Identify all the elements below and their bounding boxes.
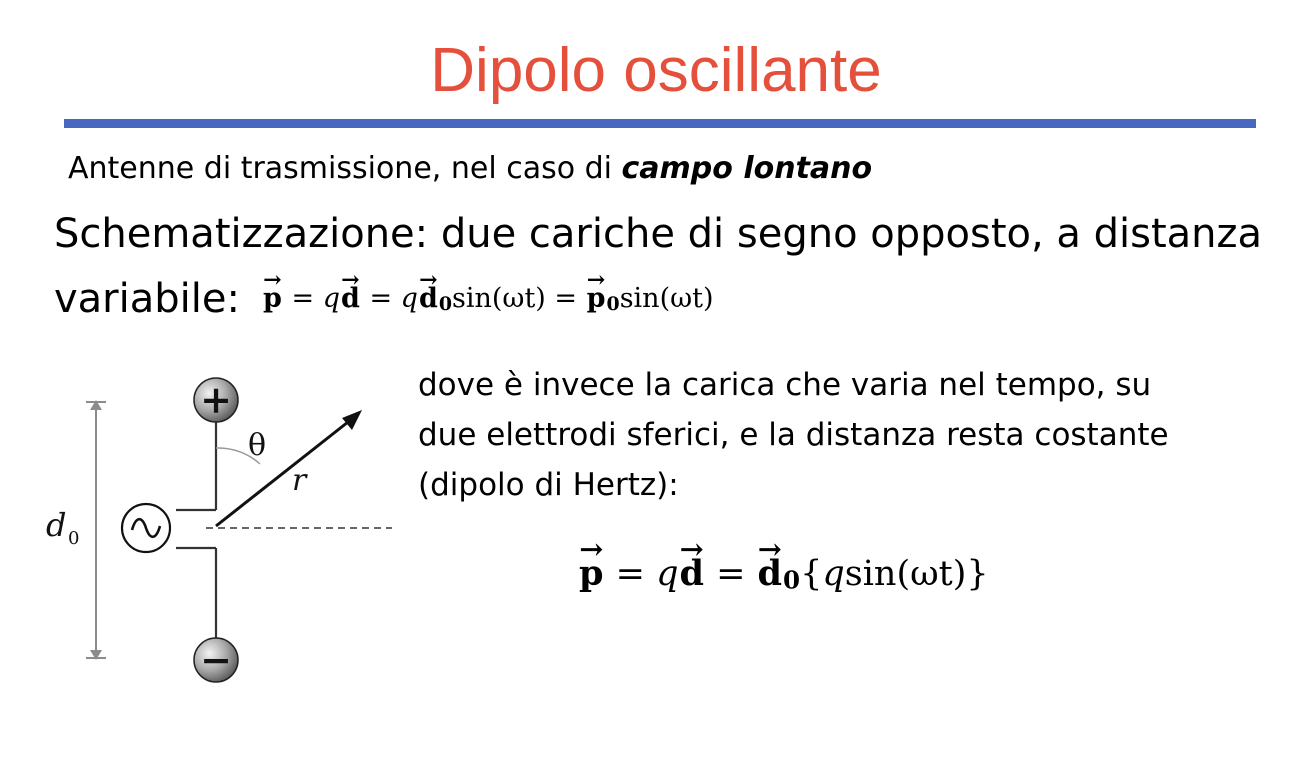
equals-sign: =: [704, 554, 757, 594]
vector-p0: → p: [586, 283, 607, 314]
subtitle-emphasis: campo lontano: [621, 151, 873, 186]
dipole-equation-2: [578, 553, 989, 595]
minus-sign: −: [200, 637, 232, 682]
vector-d: → d: [340, 283, 361, 314]
sine-term: sin(ωt): [452, 283, 546, 314]
brace-close: }: [966, 554, 989, 594]
dipole-wires: [176, 420, 216, 640]
equals-sign: =: [545, 283, 586, 314]
sine-term: sin(ωt): [619, 283, 714, 314]
variabile-label: variabile:: [54, 276, 240, 322]
equals-sign: =: [282, 283, 323, 314]
theta-label: θ: [248, 428, 267, 463]
charge-q: q: [322, 283, 340, 314]
schema-line: Schematizzazione: due cariche di segno opposto, a distanza: [54, 211, 1263, 257]
sine-term: sin(ωt): [844, 554, 967, 594]
vector-d0: → d: [757, 553, 783, 594]
d0-dimension-line: [86, 400, 106, 660]
subtitle-prefix: Antenne di trasmissione, nel caso di: [68, 151, 622, 186]
plus-sign: +: [200, 377, 232, 422]
r-arrow: [216, 410, 362, 526]
brace-open: {: [800, 554, 823, 594]
r-label: r: [292, 463, 307, 498]
vector-p: → p: [262, 283, 283, 314]
dipole-equation-1: [262, 283, 714, 315]
vector-d: → d: [678, 553, 704, 594]
charge-q: q: [822, 554, 845, 594]
description-line: due elettrodi sferici, e la distanza resta costante: [418, 417, 1169, 453]
title-divider: [64, 119, 1256, 128]
charge-q: q: [656, 554, 679, 594]
p0-subscript: 0: [606, 292, 620, 315]
slide-title: Dipolo oscillante: [430, 36, 882, 105]
equals-sign: =: [360, 283, 401, 314]
hertz-description: [418, 360, 1298, 510]
vector-p: → p: [578, 553, 604, 594]
equals-sign: =: [604, 554, 657, 594]
vector-d0: → d: [418, 283, 439, 314]
d0-subscript: 0: [783, 565, 801, 595]
d0-label: d: [46, 506, 67, 544]
dipole-diagram: [30, 360, 400, 690]
charge-q: q: [400, 283, 418, 314]
description-line: (dipolo di Hertz):: [418, 467, 679, 503]
d0-subscript: 0: [438, 292, 453, 315]
subtitle-line: [68, 151, 873, 186]
description-line: dove è invece la carica che varia nel tempo, su: [418, 367, 1152, 403]
d0-label-subscript: 0: [68, 528, 80, 549]
